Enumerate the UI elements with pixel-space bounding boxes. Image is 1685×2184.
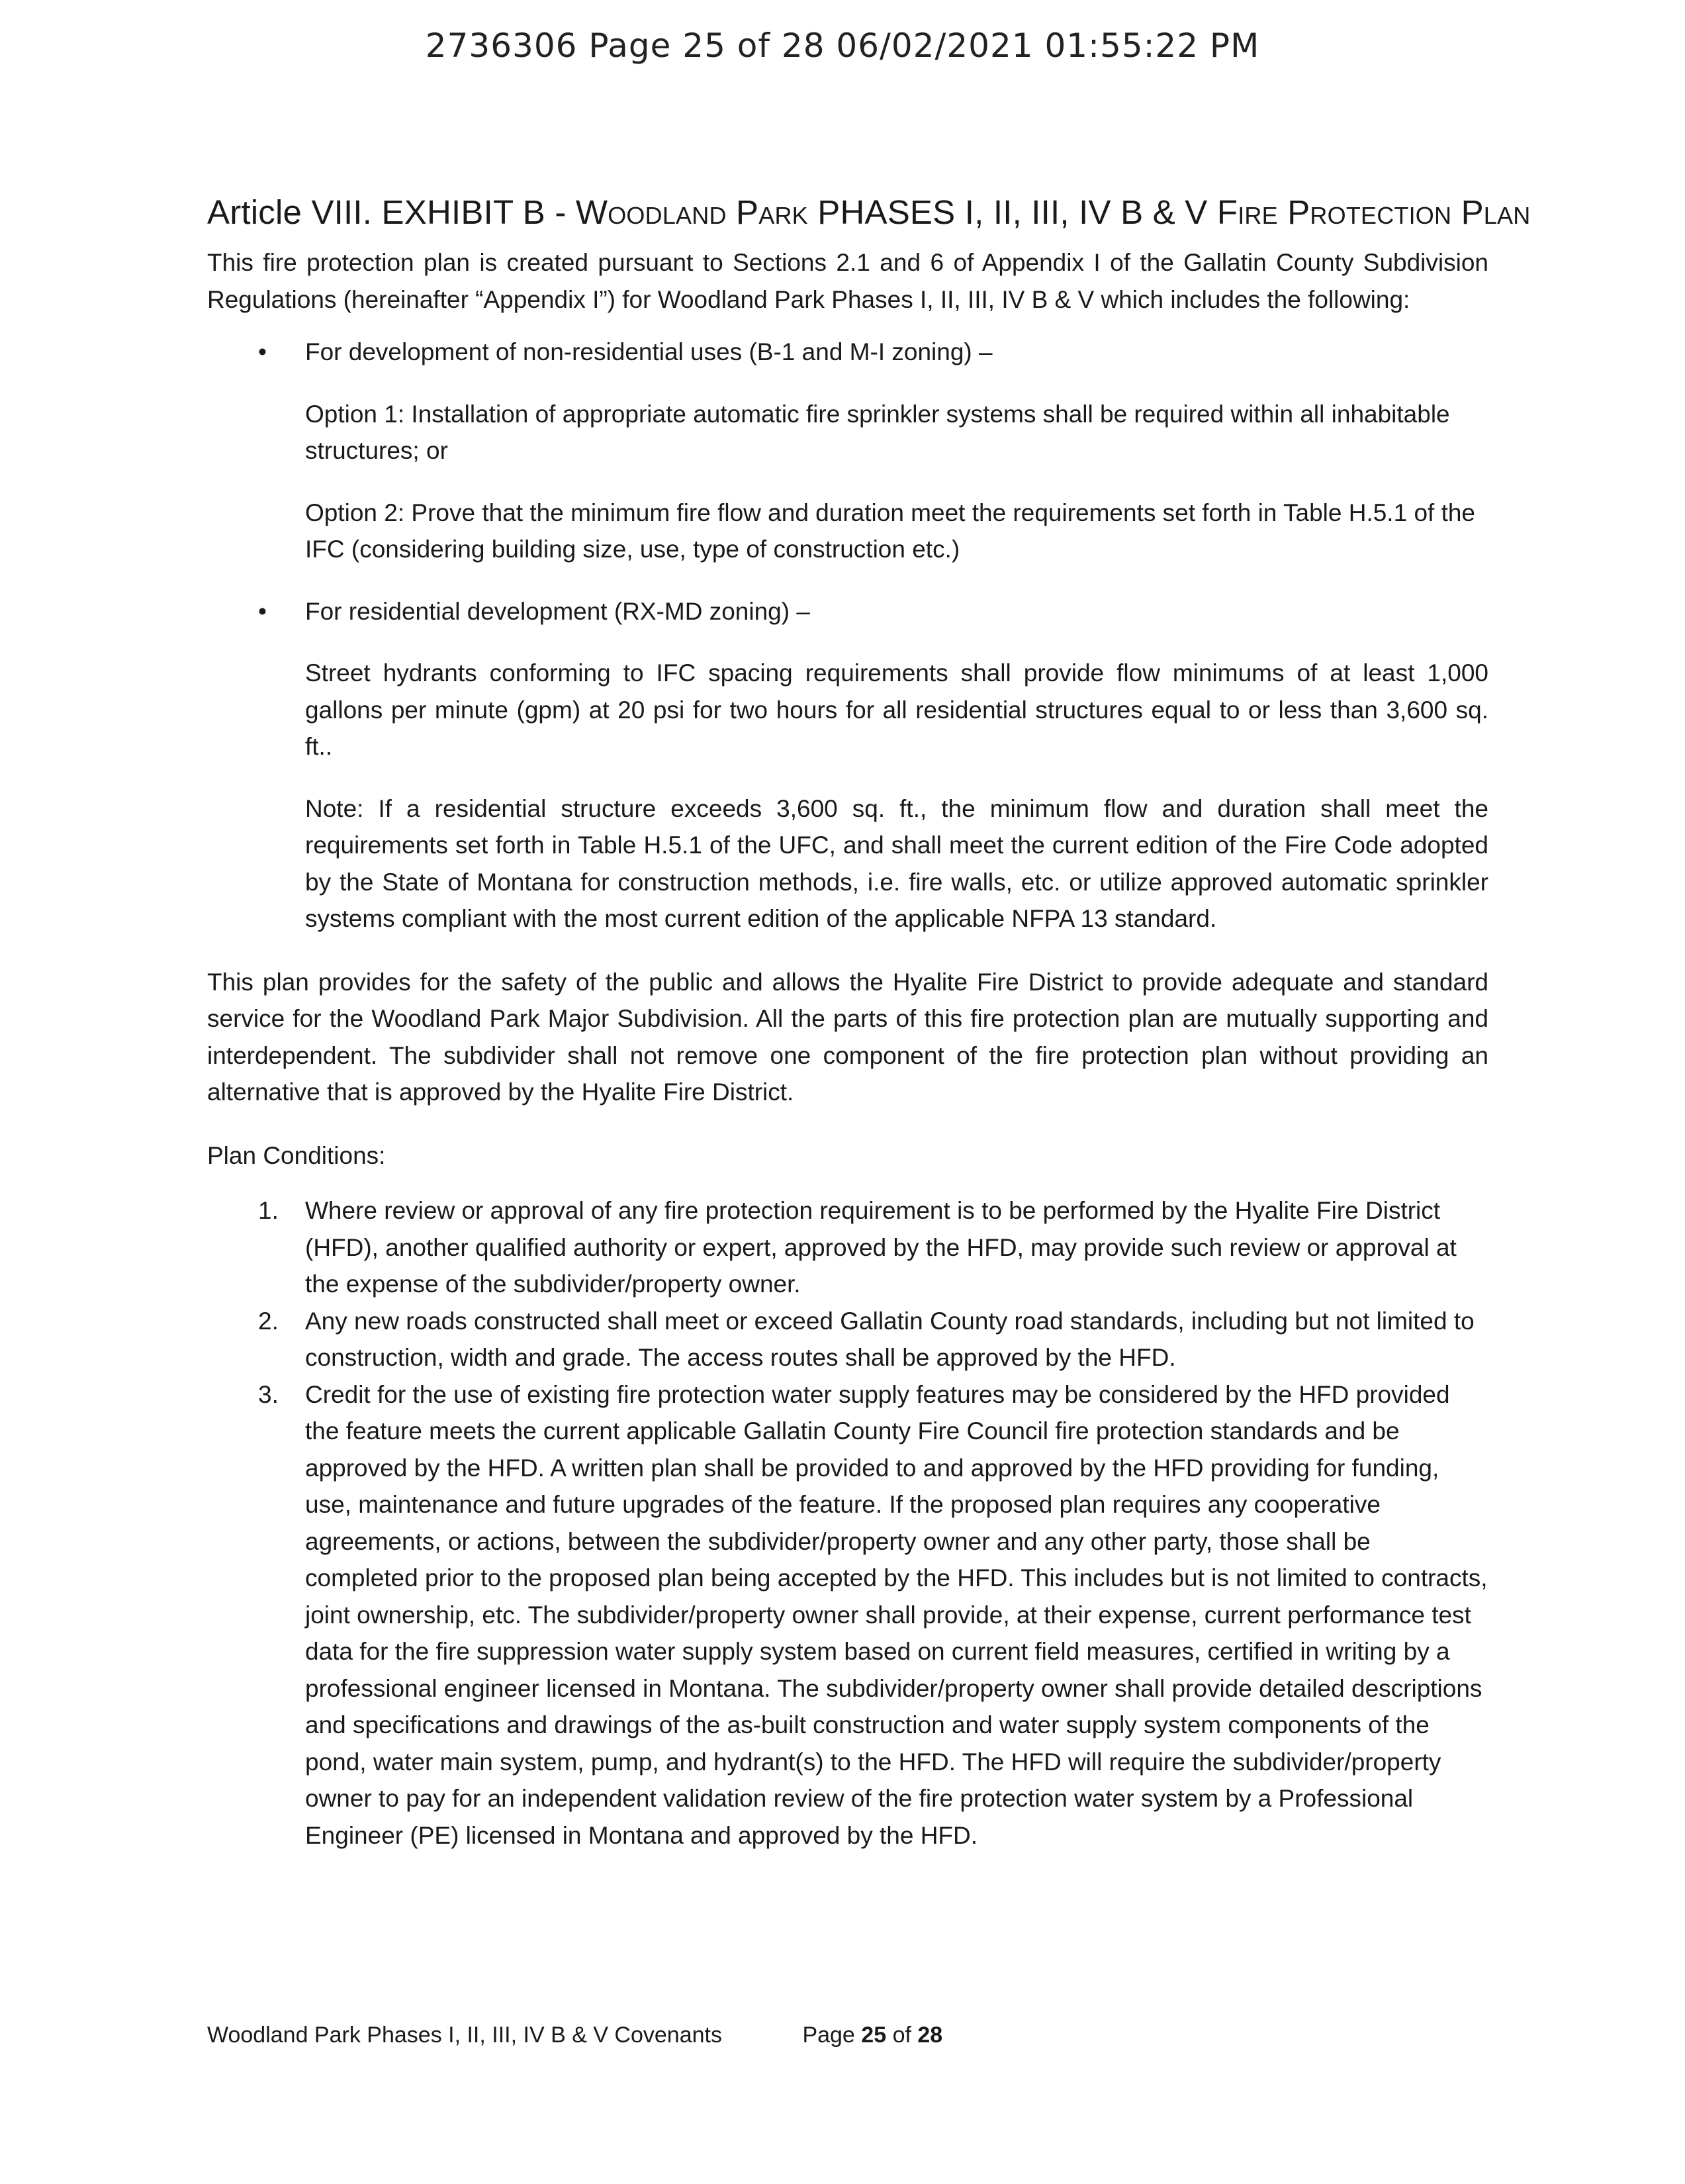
plan-paragraph: This plan provides for the safety of the public and allows the Hyalite Fire District to provide adequate and standard service for the Woodland Park Major Subdivision. All the parts of this fire protection plan are mutually supporting and interdependent. The subdivider shall not remove one component of the fire protection plan without providing an alternative that is approved by the Hyalite Fire District. — [207, 968, 1488, 1106]
bullet-icon: • — [258, 338, 267, 366]
document-page — [207, 192, 1531, 1854]
option-2-paragraph: Option 2: Prove that the minimum fire flow and duration meet the requirements set forth in Table H.5.1 of the IFC (considering building size, use, type of construction etc.) — [305, 499, 1476, 563]
article-heading-title: Woodland Park PHASES I, II, III, IV B & V Fire Protection Plan — [575, 193, 1531, 231]
footer-current-page: 25 — [861, 2022, 887, 2048]
bullet-item-non-residential — [207, 334, 1488, 568]
option-1-paragraph: Option 1: Installation of appropriate automatic fire sprinkler systems shall be required within all inhabitable structures; or — [305, 400, 1450, 465]
bullet-icon: • — [258, 597, 267, 625]
bullet-lead: For residential development (RX-MD zoning) – — [305, 597, 810, 625]
condition-text: Any new roads constructed shall meet or exceed Gallatin County road standards, including but not limited to construction, width and grade. The access routes shall be approved by the HFD. — [305, 1307, 1475, 1372]
article-heading-prefix: Article VIII. EXHIBIT B - — [207, 193, 576, 231]
condition-item — [207, 1303, 1488, 1376]
footer-page-word: Page — [802, 2022, 855, 2048]
condition-text: Credit for the use of existing fire protection water supply features may be considered by the HFD provided the feature meets the current applicable Gallatin County Fire Council fire protection standards and be approved by the HFD. A written plan shall be provided to and approved by the HFD providing for funding, use, maintenance and future upgrades of the feature. If the proposed plan requires any cooperative agreements, or actions, between the subdivider/property owner and any other party, those shall be completed prior to the proposed plan being accepted by the HFD. This includes but is not limited to contracts, joint ownership, etc. The subdivider/property owner shall provide, at their expense, current performance test data for the fire suppression water supply system based on current field measures, certified in writing by a professional engineer licensed in Montana. The subdivider/property owner shall provide detailed descriptions and specifications and drawings of the as-built construction and water supply system components of the pond, water main system, pump, and hydrant(s) to the HFD. The HFD will require the subdivider/property owner to pay for an independent validation review of the fire protection water system by a Professional Engineer (PE) licensed in Montana and approved by the HFD. — [305, 1380, 1488, 1849]
condition-text: Where review or approval of any fire protection requirement is to be performed by the Hyalite Fire District (HFD), another qualified authority or expert, approved by the HFD, may provide such review or approval at the expense of the subdivider/property owner. — [305, 1197, 1457, 1298]
note-paragraph: Note: If a residential structure exceeds 3,600 sq. ft., the minimum flow and duration shall meet the requirements set forth in Table H.5.1 of the UFC, and shall meet the current edition of the Fire Code adopted by the State of Montana for construction methods, i.e. fire walls, etc. or utilize approved automatic sprinkler systems compliant with the most current edition of the applicable NFPA 13 standard. — [305, 794, 1488, 933]
condition-item — [207, 1192, 1488, 1303]
footer-of-word: of — [892, 2022, 911, 2048]
footer-total-pages: 28 — [917, 2022, 943, 2048]
bullet-item-residential — [207, 593, 1488, 937]
footer-page-number — [802, 2022, 942, 2048]
condition-item — [207, 1376, 1488, 1854]
intro-paragraph: This fire protection plan is created pursuant to Sections 2.1 and 6 of Appendix I of the Gallatin County Subdivision Regulations (hereinafter “Appendix I”) for Woodland Park Phases I, II, III, IV B & V which includes the following: — [207, 249, 1488, 313]
plan-conditions-label: Plan Conditions: — [207, 1141, 386, 1169]
article-heading — [207, 192, 1531, 232]
bullet-lead: For development of non-residential uses (B-1 and M-I zoning) – — [305, 338, 993, 366]
recording-stamp: 2736306 Page 25 of 28 06/02/2021 01:55:22 PM — [425, 26, 1260, 65]
condition-number: 3. — [258, 1380, 279, 1408]
hydrant-paragraph: Street hydrants conforming to IFC spacing requirements shall provide flow minimums of at least 1,000 gallons per minute (gpm) at 20 psi for two hours for all residential structures equal to or less than 3,600 sq. ft.. — [305, 659, 1488, 761]
condition-number: 2. — [258, 1307, 279, 1335]
plan-conditions-list — [207, 1192, 1488, 1854]
page-footer — [207, 2022, 942, 2048]
condition-number: 1. — [258, 1197, 279, 1225]
footer-document-title: Woodland Park Phases I, II, III, IV B & V Covenants — [207, 2022, 722, 2048]
zoning-bullet-list — [207, 334, 1488, 937]
